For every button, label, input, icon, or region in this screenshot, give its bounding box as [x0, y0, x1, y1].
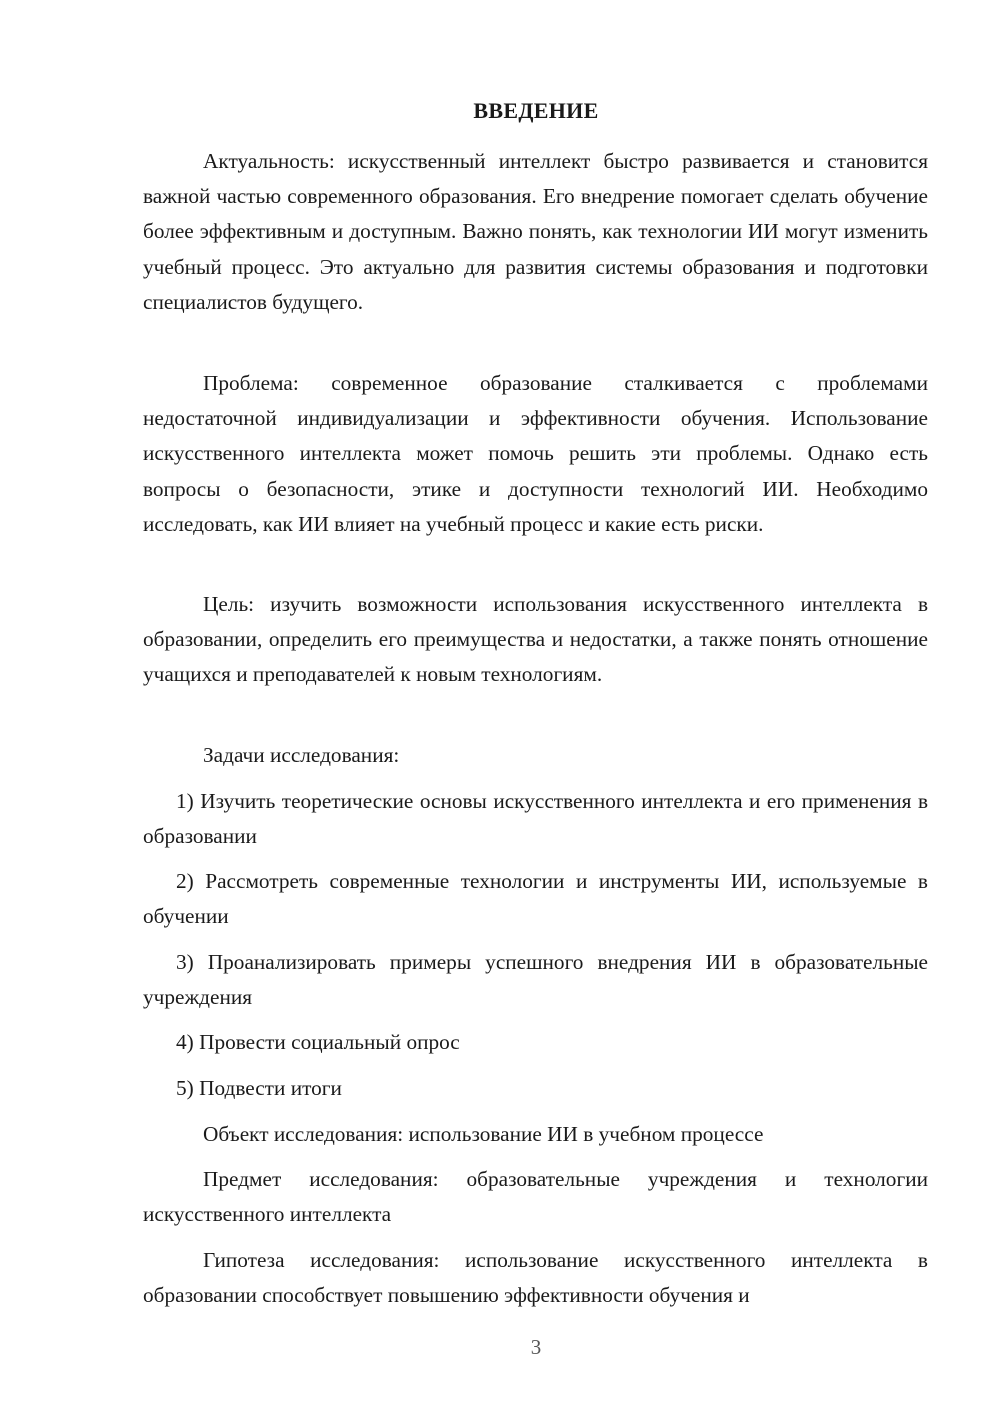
task-item-1: 1) Изучить теоретические основы искусственного интеллекта и его применения в образовании [143, 789, 928, 849]
paragraph-object: Объект исследования: использование ИИ в учебном процессе [203, 1122, 764, 1146]
paragraph-subject: Предмет исследования: образовательные учреждения и технологии искусственного интеллекта [143, 1167, 928, 1227]
paragraph-problem: Проблема: современное образование сталкивается с проблемами недостаточной индивидуализации и эффективности обучения. Использование искусственного интеллекта может помочь решить эти проблемы. Однако есть вопросы о безопасности, этике и доступности технологий ИИ. Необходимо исследовать, как ИИ влияет на учебный процесс и какие есть риски. [143, 371, 928, 536]
task-item-4: 4) Провести социальный опрос [176, 1030, 460, 1054]
page-number: 3 [530, 1335, 542, 1359]
paragraph-relevance: Актуальность: искусственный интеллект быстро развивается и становится важной частью современного образования. Его внедрение помогает сделать обучение более эффективным и доступным. Важно понять, как технологии ИИ могут изменить учебный процесс. Это актуально для развития системы образования и подготовки специалистов будущего. [143, 149, 928, 314]
task-item-2: 2) Рассмотреть современные технологии и инструменты ИИ, используемые в обучении [143, 869, 928, 929]
paragraph-hypothesis: Гипотеза исследования: использование искусственного интеллекта в образовании способствует повышению эффективности обучения и [143, 1248, 928, 1308]
task-item-3: 3) Проанализировать примеры успешного внедрения ИИ в образовательные учреждения [143, 950, 928, 1010]
section-title: ВВЕДЕНИЕ [473, 98, 599, 123]
paragraph-goal: Цель: изучить возможности использования искусственного интеллекта в образовании, определить его преимущества и недостатки, а также понять отношение учащихся и преподавателей к новым технологиям. [143, 592, 928, 687]
tasks-heading: Задачи исследования: [203, 743, 400, 767]
task-item-5: 5) Подвести итоги [176, 1076, 342, 1100]
